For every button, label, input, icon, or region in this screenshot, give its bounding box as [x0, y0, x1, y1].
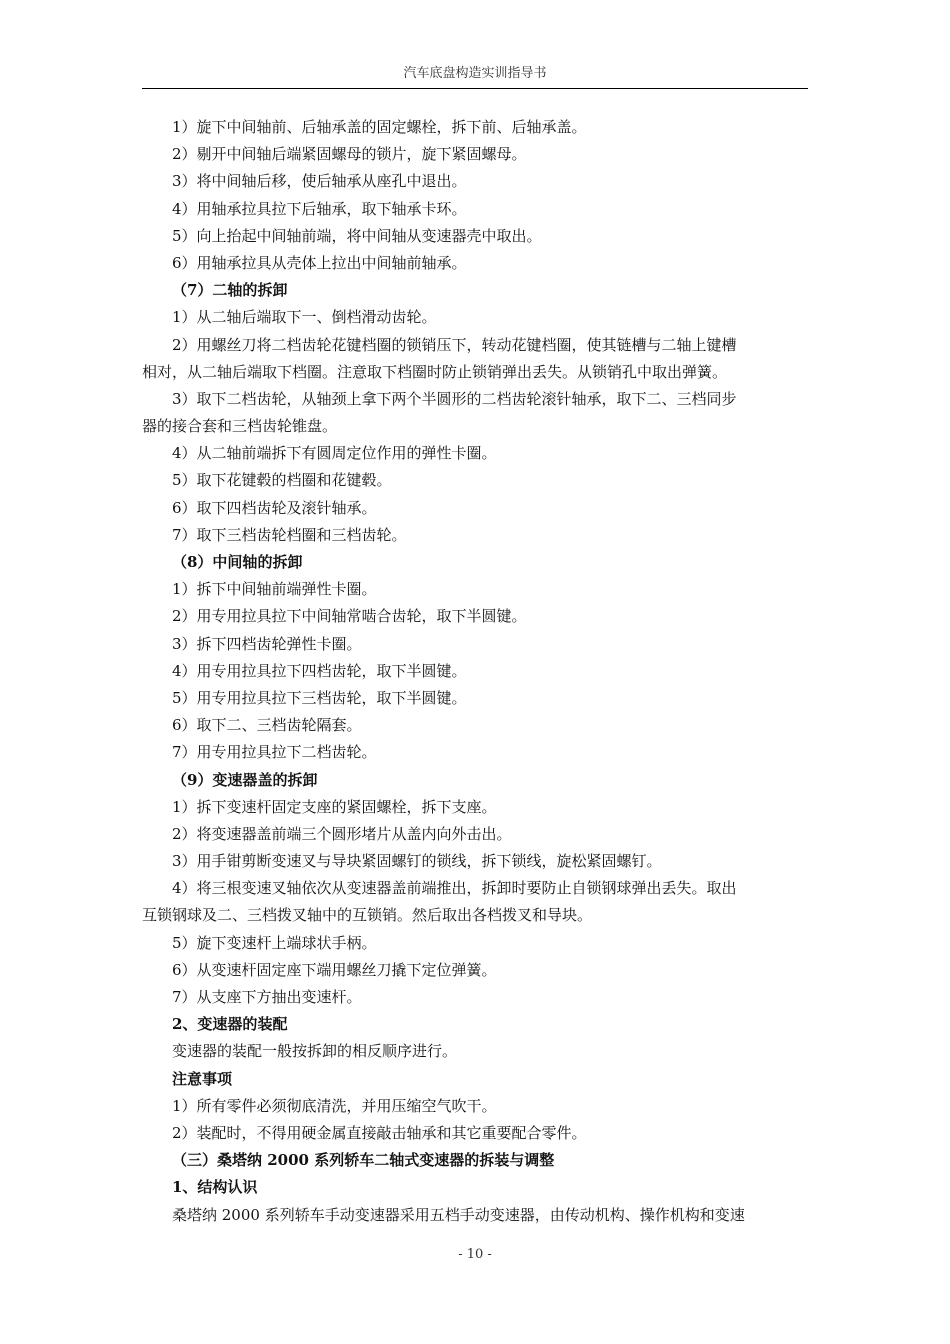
- section-heading: 注意事项: [172, 1069, 233, 1088]
- section-heading: （8）中间轴的拆卸: [172, 553, 303, 571]
- text-line: 变速器的装配一般按拆卸的相反顺序进行。: [172, 1042, 458, 1061]
- text-line: 6）从变速杆固定座下端用螺丝刀撬下定位弹簧。: [172, 960, 497, 979]
- section-heading: 2、变速器的装配: [172, 1015, 288, 1034]
- text-line: 6）用轴承拉具从壳体上拉出中间轴前轴承。: [172, 253, 467, 272]
- text-line: 7）用专用拉具拉下二档齿轮。: [172, 743, 377, 762]
- text-line: 2）用螺丝刀将二档齿轮花键档圈的锁销压下，转动花键档圈，使其链槽与二轴上键槽: [172, 335, 737, 354]
- text-line: 4）从二轴前端拆下有圆周定位作用的弹性卡圈。: [172, 444, 497, 463]
- text-line: 2）将变速器盖前端三个圆形堵片从盖内向外击出。: [172, 824, 512, 843]
- text-line: 5）取下花键毂的档圈和花键毂。: [172, 471, 392, 490]
- text-line: 相对，从二轴后端取下档圈。注意取下档圈时防止锁销弹出丢失。从锁销孔中取出弹簧。: [142, 362, 728, 381]
- text-line: 2）用专用拉具拉下中间轴常啮合齿轮，取下半圆键。: [172, 607, 527, 626]
- text-line: 3）取下二档齿轮，从轴颈上拿下两个半圆形的二档齿轮滚针轴承，取下二、三档同步: [172, 389, 737, 408]
- text-line: 1）旋下中间轴前、后轴承盖的固定螺栓，拆下前、后轴承盖。: [172, 118, 587, 136]
- text-line: 5）用专用拉具拉下三档齿轮，取下半圆键。: [172, 688, 467, 707]
- text-line: 3）将中间轴后移，使后轴承从座孔中退出。: [172, 172, 467, 191]
- text-line: 5）向上抬起中间轴前端，将中间轴从变速器壳中取出。: [172, 226, 542, 245]
- text-line: 3）用手钳剪断变速叉与导块紧固螺钉的锁线，拆下锁线，旋松紧固螺钉。: [172, 852, 662, 871]
- text-line: 1）拆下中间轴前端弹性卡圈。: [172, 580, 377, 599]
- text-line: 2）装配时，不得用硬金属直接敲击轴承和其它重要配合零件。: [172, 1123, 587, 1142]
- page-header: [142, 64, 808, 89]
- text-line: 器的接合套和三档齿轮锥盘。: [142, 417, 338, 436]
- text-line: 4）用轴承拉具拉下后轴承，取下轴承卡环。: [172, 199, 467, 218]
- section-heading: （三）桑塔纳 2000 系列轿车二轴式变速器的拆装与调整: [172, 1151, 555, 1170]
- text-line: 6）取下四档齿轮及滚针轴承。: [172, 498, 377, 517]
- text-line: 1）从二轴后端取下一、倒档滑动齿轮。: [172, 308, 437, 327]
- header-title: 汽车底盘构造实训指导书: [403, 66, 547, 81]
- text-line: 互锁钢球及二、三档拨叉轴中的互锁销。然后取出各档拨叉和导块。: [142, 906, 593, 925]
- section-heading: （9）变速器盖的拆卸: [172, 770, 318, 789]
- text-line: 7）取下三档齿轮档圈和三档齿轮。: [172, 525, 407, 544]
- page-footer: [142, 1247, 808, 1262]
- page-number: - 10 -: [458, 1247, 492, 1262]
- text-line: 6）取下二、三档齿轮隔套。: [172, 716, 362, 735]
- text-line: 1）所有零件必须彻底清洗，并用压缩空气吹干。: [172, 1096, 497, 1115]
- text-line: 4）用专用拉具拉下四档齿轮，取下半圆键。: [172, 661, 467, 680]
- text-line: 4）将三根变速叉轴依次从变速器盖前端推出，拆卸时要防止自锁钢球弹出丢失。取出: [172, 879, 737, 898]
- text-line: 1）拆下变速杆固定支座的紧固螺栓，拆下支座。: [172, 797, 497, 816]
- text-line: 7）从支座下方抽出变速杆。: [172, 988, 362, 1006]
- text-line: 桑塔纳 2000 系列轿车手动变速器采用五档手动变速器，由传动机构、操作机构和变速: [172, 1205, 745, 1224]
- section-heading: （7）二轴的拆卸: [172, 281, 288, 300]
- text-line: 3）拆下四档齿轮弹性卡圈。: [172, 634, 362, 653]
- text-line: 5）旋下变速杆上端球状手柄。: [172, 933, 377, 952]
- section-heading: 1、结构认识: [172, 1178, 258, 1197]
- document-body: [142, 114, 808, 1229]
- text-line: 2）剔开中间轴后端紧固螺母的锁片，旋下紧固螺母。: [172, 145, 527, 164]
